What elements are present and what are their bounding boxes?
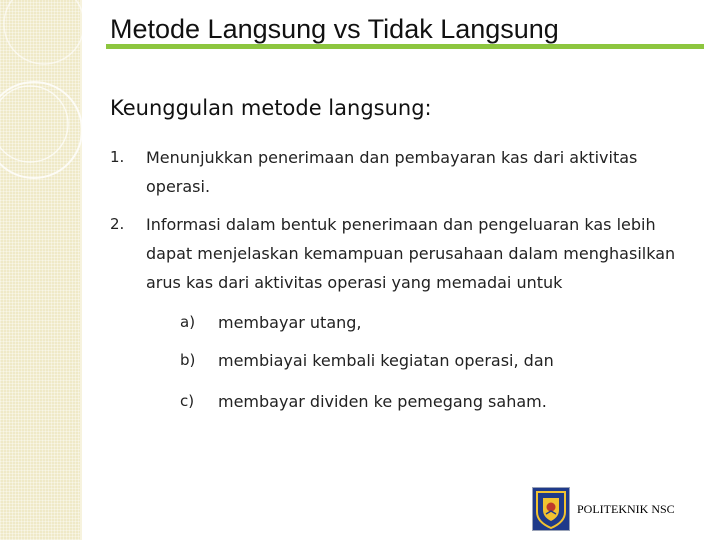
list-item-text: Informasi dalam bentuk penerimaan dan pengeluaran kas lebih dapat menjelaskan kemampuan perusahaan dalam menghasilkan arus kas dari aktivitas operasi yang memadai untuk: [146, 215, 676, 292]
sub-list-label: c): [180, 392, 195, 410]
sub-list-label: b): [180, 351, 196, 369]
footer-logo-text: POLITEKNIK NSC: [577, 502, 675, 516]
sub-list-item: [180, 346, 680, 375]
slide-title: Metode Langsung vs Tidak Langsung: [110, 14, 559, 44]
list-item-number: 2.: [110, 215, 125, 233]
sub-list-text: membayar dividen ke pemegang saham.: [218, 392, 547, 411]
sub-list-item: [180, 308, 680, 337]
decorative-circles: [0, 0, 82, 230]
list-item-number: 1.: [110, 148, 125, 166]
sub-list-text: membayar utang,: [218, 313, 362, 332]
title-underline: [106, 44, 704, 49]
list-item-text: Menunjukkan penerimaan dan pembayaran kas dari aktivitas operasi.: [146, 148, 638, 196]
list-item: [110, 210, 680, 297]
list-item: [110, 143, 680, 201]
section-heading: Keunggulan metode langsung:: [110, 96, 432, 120]
institution-emblem-icon: [532, 487, 570, 531]
sub-list-item: [180, 387, 680, 416]
sub-list-text: membiayai kembali kegiatan operasi, dan: [218, 351, 554, 370]
sub-list-label: a): [180, 313, 196, 331]
